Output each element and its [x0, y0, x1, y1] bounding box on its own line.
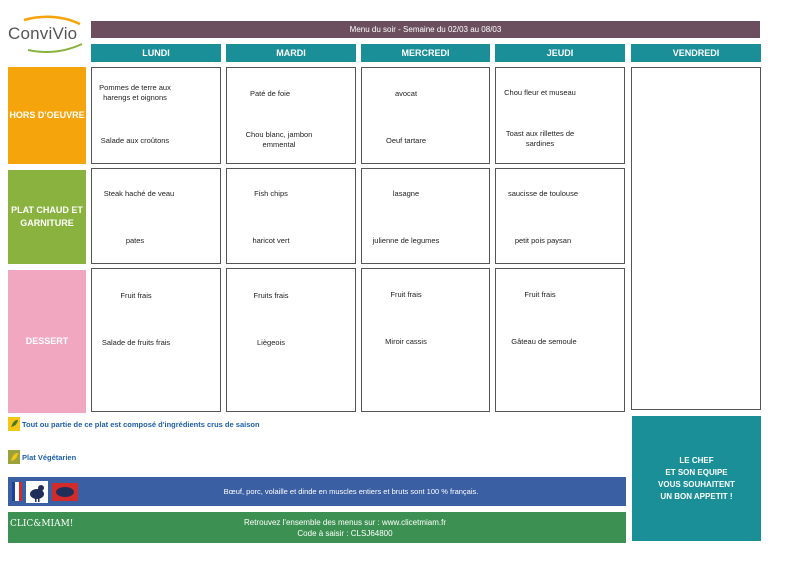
pig-icon	[52, 483, 78, 501]
category-hors-oeuvre: HORS D'OEUVRE	[8, 67, 86, 164]
dish-text: Fruit frais	[390, 290, 422, 299]
dish-text: Steak haché de veau	[103, 189, 175, 198]
menu-cell-mercredi-dessert	[361, 268, 490, 412]
dish-text: Fruit frais	[524, 290, 556, 299]
dish-text: lasagne	[392, 189, 420, 198]
dish-text: haricot vert	[252, 236, 290, 245]
category-plat-chaud: PLAT CHAUD ET GARNITURE	[8, 170, 86, 264]
day-header-mardi: MARDI	[226, 44, 356, 62]
menu-cell-mercredi-hors-oeuvre	[361, 67, 490, 164]
dish-text: Pommes de terre aux harengs et oignons	[99, 83, 171, 102]
dish-text: Salade de fruits frais	[101, 338, 171, 347]
legend-vegetarian-text: Plat Végétarien	[22, 452, 77, 462]
dish-text: Chou blanc, jambon emmental	[245, 130, 313, 149]
menu-cell-mardi-dessert	[226, 268, 356, 412]
dish-text: pates	[125, 236, 145, 245]
dish-text: Miroir cassis	[385, 337, 427, 346]
website-banner	[8, 512, 626, 543]
day-header-mercredi: MERCREDI	[361, 44, 490, 62]
dish-text: Chou fleur et museau	[504, 88, 576, 97]
origin-text: Bœuf, porc, volaille et dinde en muscles entiers et bruts sont 100 % français.	[223, 487, 479, 496]
vegetarian-leaf-icon	[8, 450, 20, 464]
dish-text: Liègeois	[257, 338, 285, 347]
dish-text: Fruits frais	[253, 291, 289, 300]
chef-message-line: VOUS SOUHAITENT	[658, 479, 735, 489]
dish-text: Toast aux rillettes de sardines	[505, 129, 575, 148]
menu-column-vendredi	[631, 67, 761, 410]
dish-text: Salade aux croûtons	[100, 136, 170, 145]
legend-vegetarian	[8, 450, 76, 464]
clic-miam-logo: CLIC&MIAM!	[10, 519, 74, 529]
dish-text: Fish chips	[254, 189, 288, 198]
menu-title: Menu du soir - Semaine du 02/03 au 08/03	[91, 21, 760, 38]
code-line: Code à saisir : CLSJ64800	[297, 529, 393, 538]
menu-cell-jeudi-dessert	[495, 268, 625, 412]
dish-text: Gâteau de semoule	[511, 337, 577, 346]
category-dessert: DESSERT	[8, 270, 86, 413]
convivio-logo	[4, 14, 88, 54]
legend-seasonal-text: Tout ou partie de ce plat est composé d'ingrédients crus de saison	[22, 419, 260, 429]
logo-text: ConviVio	[8, 24, 78, 43]
chef-message-line: ET SON EQUIPE	[665, 467, 728, 477]
menu-cell-lundi-dessert	[91, 268, 221, 412]
dish-text: petit pois paysan	[514, 236, 572, 245]
dish-text: saucisse de toulouse	[507, 189, 579, 198]
dish-text: Oeuf tartare	[385, 136, 427, 145]
chef-message-line: UN BON APPETIT !	[660, 491, 733, 501]
french-flag-icon	[12, 482, 22, 501]
dish-text: julienne de legumes	[372, 236, 440, 245]
menu-cell-mercredi-plat	[361, 168, 490, 264]
day-header-lundi: LUNDI	[91, 44, 221, 62]
menu-cell-jeudi-hors-oeuvre	[495, 67, 625, 164]
chef-message-box	[632, 416, 761, 541]
chicken-icon	[26, 481, 48, 503]
menu-cell-lundi-plat	[91, 168, 221, 264]
menu-cell-mardi-plat	[226, 168, 356, 264]
chef-message-line: LE CHEF	[679, 455, 714, 465]
day-header-vendredi: VENDREDI	[631, 44, 761, 62]
seasonal-leaf-icon	[8, 417, 20, 431]
dish-text: Fruit frais	[120, 291, 152, 300]
website-line: Retrouvez l'ensemble des menus sur : www.clicetmiam.fr	[243, 518, 447, 527]
menu-cell-jeudi-plat	[495, 168, 625, 264]
legend-seasonal	[8, 417, 260, 431]
menu-cell-lundi-hors-oeuvre	[91, 67, 221, 164]
menu-cell-mardi-hors-oeuvre	[226, 67, 356, 164]
day-header-jeudi: JEUDI	[495, 44, 625, 62]
dish-text: Paté de foie	[249, 89, 291, 98]
origin-banner	[8, 477, 626, 506]
dish-text: avocat	[394, 89, 418, 98]
